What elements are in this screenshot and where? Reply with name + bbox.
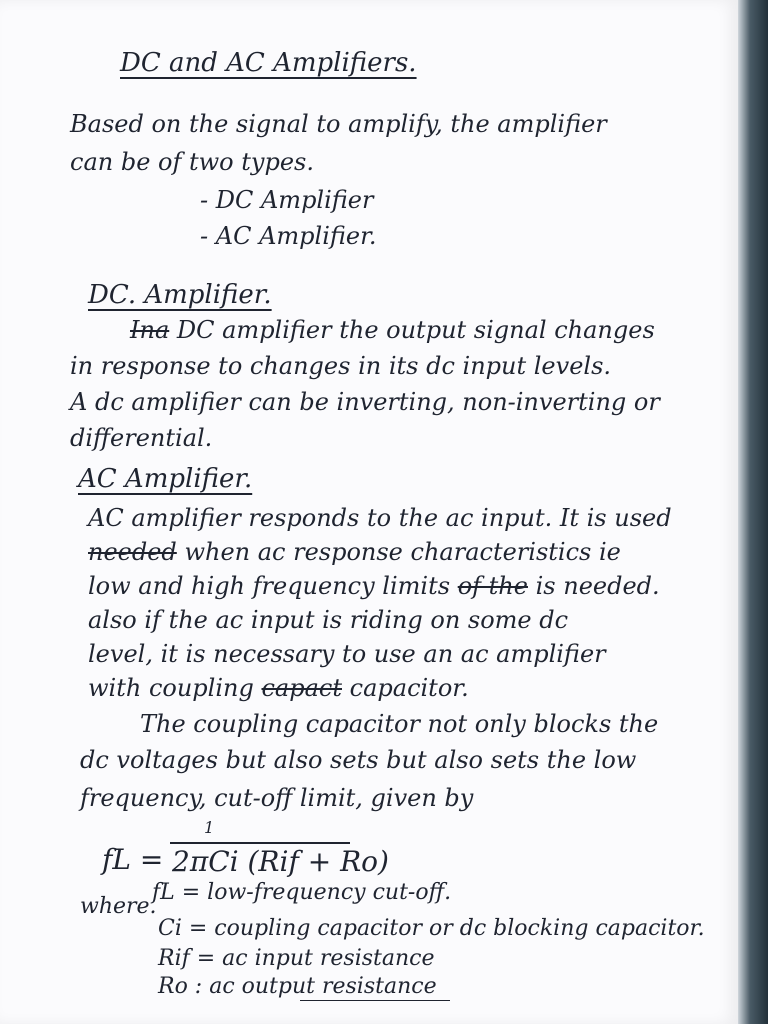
dc-line-1-text: DC amplifier the output signal changes xyxy=(176,316,655,344)
fraction-bar xyxy=(170,842,350,844)
type-ac: - AC Amplifier. xyxy=(200,222,377,250)
intro-line-1: Based on the signal to amplify, the amplifier xyxy=(70,110,607,138)
ac-strike-needed: needed xyxy=(88,538,177,566)
ac-line-1: AC amplifier responds to the ac input. It is used xyxy=(88,504,672,532)
dc-line-3: A dc amplifier can be inverting, non-inverting or xyxy=(70,388,660,416)
intro-line-2: can be of two types. xyxy=(70,148,314,176)
dc-heading: DC. Amplifier. xyxy=(88,280,272,310)
dc-line-2: in response to changes in its dc input levels. xyxy=(70,352,612,380)
dc-strike-word: Ina xyxy=(130,316,170,344)
ac-line-3-a: low and high frequency limits xyxy=(88,572,451,600)
ac-heading: AC Amplifier. xyxy=(78,464,253,494)
dc-line-4: differential. xyxy=(70,424,213,452)
formula-denominator: 2πCi (Rif + Ro) xyxy=(172,845,389,878)
ac-line-3-b: is needed. xyxy=(535,572,660,600)
ac-line-6-b: capacitor. xyxy=(349,674,469,702)
ac-line-6-a: with coupling xyxy=(88,674,254,702)
dc-line-1 xyxy=(130,318,655,342)
para2-line-1: The coupling capacitor not only blocks the xyxy=(140,710,659,738)
ac-line-4: also if the ac input is riding on some dc xyxy=(88,606,569,634)
definitions-where: where. xyxy=(80,894,157,919)
definition-underline xyxy=(300,1000,450,1001)
ac-line-2-text: when ac response characteristics ie xyxy=(184,538,621,566)
ac-strike-capact: capact xyxy=(261,674,342,702)
definition-ci: Ci = coupling capacitor or dc blocking capacitor. xyxy=(158,916,705,941)
type-dc: - DC Amplifier xyxy=(200,186,374,214)
ac-line-6 xyxy=(88,676,469,700)
definition-rif: Rif = ac input resistance xyxy=(158,946,435,971)
page-title: DC and AC Amplifiers. xyxy=(120,48,417,78)
ac-line-2 xyxy=(88,540,621,564)
ac-line-3 xyxy=(88,574,660,598)
para2-line-2: dc voltages but also sets but also sets the low xyxy=(80,746,637,774)
ac-line-5: level, it is necessary to use an ac amplifier xyxy=(88,640,606,668)
para2-line-3: frequency, cut-off limit, given by xyxy=(80,784,474,812)
formula-lhs: fL = xyxy=(102,843,164,876)
ac-strike-of-the: of the xyxy=(457,572,528,600)
formula-numerator: 1 xyxy=(204,818,215,837)
definition-fl: fL = low-frequency cut-off. xyxy=(152,880,452,905)
definition-ro: Ro : ac output resistance xyxy=(158,974,437,999)
page-edge-background xyxy=(738,0,768,1024)
